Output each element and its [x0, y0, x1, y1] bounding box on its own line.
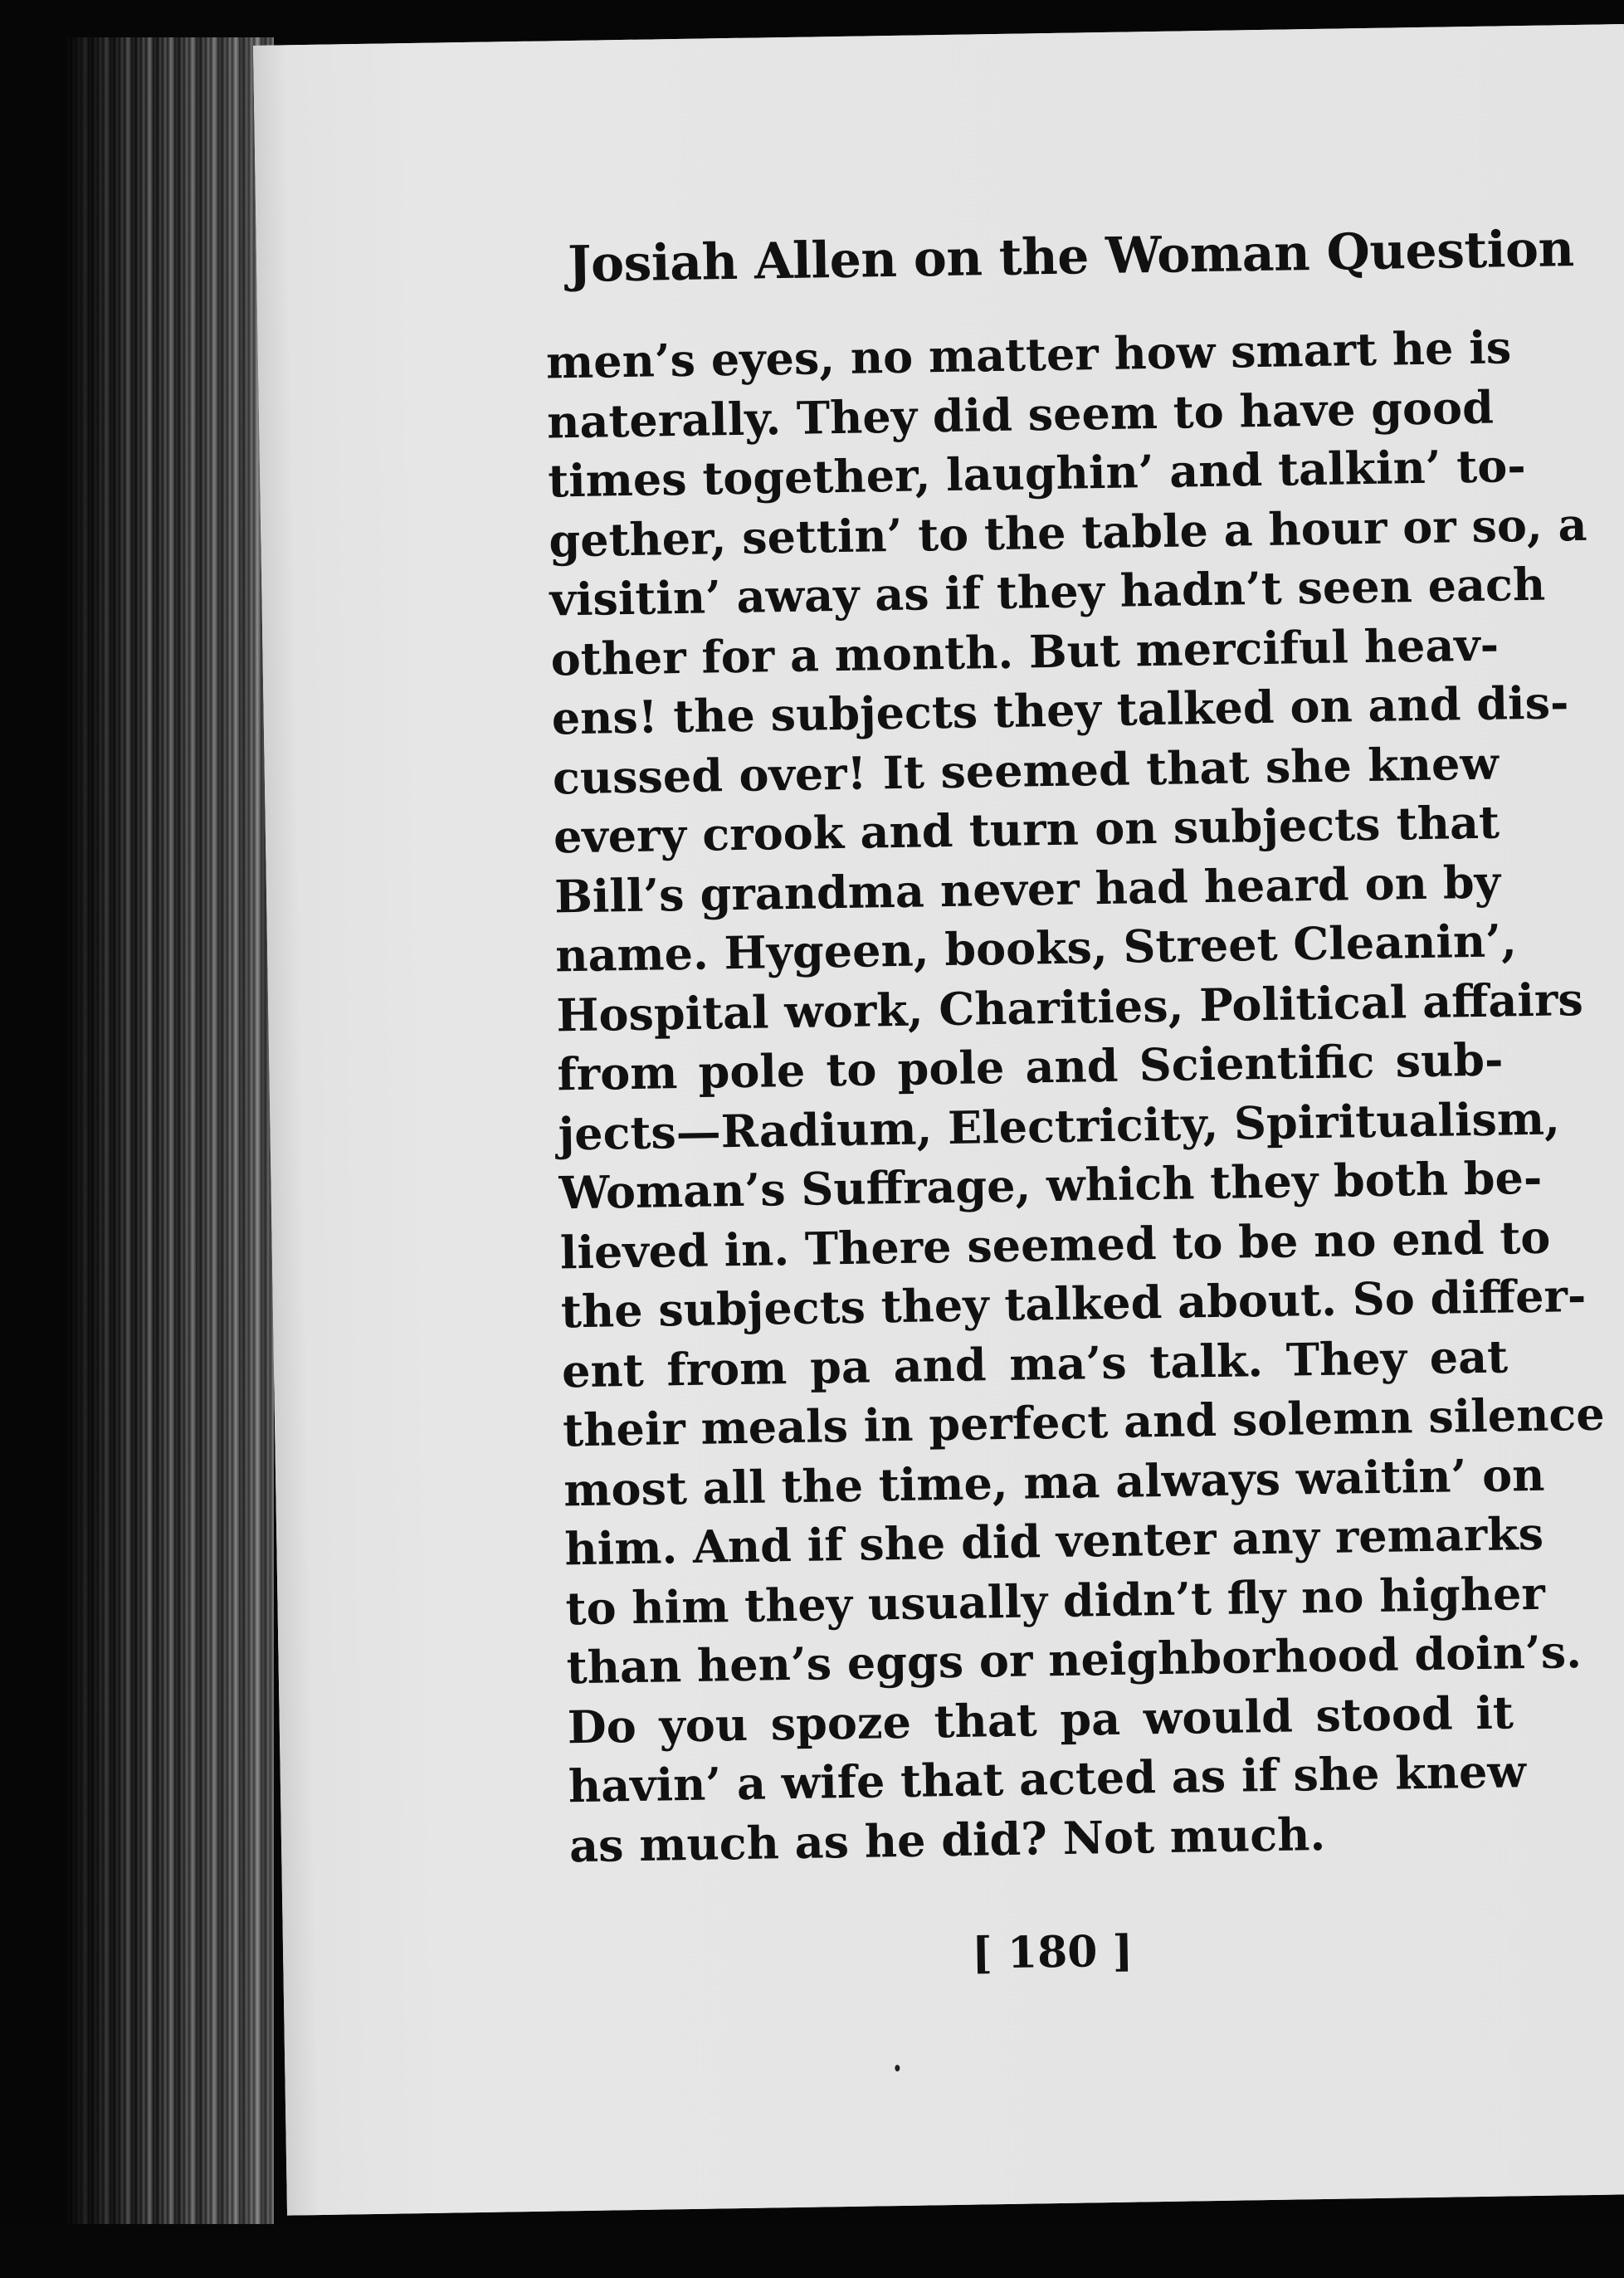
page-edges-shadow: [66, 37, 274, 2224]
text-line: jects—Radium, Electricity, Spiritualism,: [558, 1090, 1561, 1160]
text-line: naterally. They did seem to have good: [546, 380, 1495, 448]
text-line: men’s eyes, no matter how smart he is: [545, 320, 1512, 389]
text-line: Woman’s Suffrage, which they both be-: [558, 1150, 1543, 1220]
text-line: to him they usually didn’t fly no higher: [565, 1566, 1546, 1635]
text-line: Hospital work, Charities, Political affairs: [555, 972, 1584, 1041]
text-line: other for a month. But merciful heav-: [550, 617, 1500, 685]
text-line: Bill’s grandma never had heard on by: [554, 855, 1501, 923]
text-line: Do you spoze that pa would stood it: [567, 1685, 1514, 1754]
text-line: every crook and turn on subjects that: [553, 795, 1500, 864]
text-line: most all the time, ma always waitin’ on: [563, 1447, 1545, 1516]
body-text: [545, 319, 1606, 1876]
text-line: from pole to pole and Scientific sub-: [557, 1032, 1504, 1101]
text-line: gether, settin’ to the table a hour or so, a: [548, 497, 1587, 567]
text-line: cussed over! It seemed that she knew: [552, 736, 1500, 804]
text-line: times together, laughin’ and talkin’ to-: [547, 438, 1527, 508]
text-line: as much as he did? Not much.: [568, 1807, 1326, 1872]
text-line: havin’ a wife that acted as if she knew: [568, 1744, 1527, 1813]
text-line: visitin’ away as if they hadn’t seen each: [549, 557, 1546, 627]
book-page-edges: [66, 37, 274, 2224]
text-line: lieved in. There seemed to be no end to: [559, 1210, 1551, 1279]
book-page: [253, 24, 1624, 2216]
text-line: than hen’s eggs or neighborhood doin’s.: [566, 1625, 1583, 1695]
text-line: name. Hygeen, books, Street Cleanin’,: [554, 914, 1518, 983]
text-line: ent from pa and ma’s talk. They eat: [561, 1329, 1509, 1398]
scanner-bottom-edge: [0, 2224, 1624, 2278]
ink-speck: [895, 2065, 900, 2071]
text-line: their meals in perfect and solemn silence: [562, 1387, 1606, 1457]
text-line: him. And if she did venter any remarks: [563, 1506, 1544, 1576]
running-head: Josiah Allen on the Woman Question: [567, 220, 1575, 295]
page-number: [ 180 ]: [971, 1925, 1134, 1979]
text-line: the subjects they talked about. So differ-: [560, 1268, 1587, 1339]
text-line: ens! the subjects they talked on and dis-: [551, 676, 1569, 745]
